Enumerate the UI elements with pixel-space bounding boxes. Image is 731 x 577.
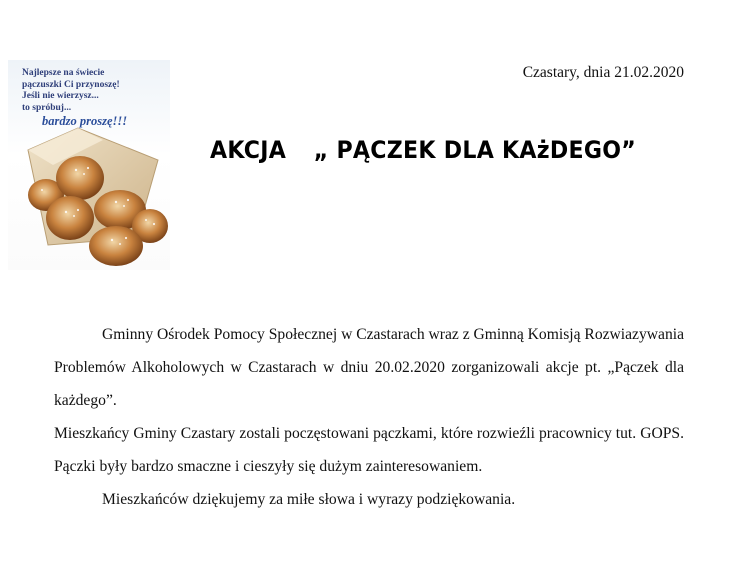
paragraph: Mieszkańców dziękujemy za miłe słowa i wyrazy podziękowania. <box>102 491 516 508</box>
paragraph: Mieszkańcy Gminy Czastary zostali poczęstowani pączkami, które rozwieźli pracownicy tut. GOPS. Pączki były bardzo smaczne i cieszyły się dużym zainteresowaniem. <box>54 425 684 475</box>
title-main: „ PĄCZEK DLA KAżDEGO” <box>313 136 637 164</box>
caption-highlight: bardzo proszę!!! <box>42 114 128 128</box>
donut-bag-art <box>8 120 170 270</box>
document-title <box>210 136 637 164</box>
illustration-caption <box>22 68 170 128</box>
caption-line: Jeśli nie wierzysz... <box>22 91 99 101</box>
caption-line: to spróbuj... <box>22 102 72 113</box>
document-body <box>54 318 684 516</box>
donut-illustration <box>8 60 170 270</box>
donut <box>89 226 143 266</box>
caption-line: Najlepsze na świecie <box>22 68 105 78</box>
donut <box>46 196 94 240</box>
paragraph: Gminny Ośrodek Pomocy Społecznej w Czastarach wraz z Gminną Komisją Rozwiazywania Problemów Alkoholowych w Czastarach w dniu 20.02.2020 zorganizowali akcje pt. „Pączek dla każdego”. <box>54 326 685 409</box>
donut <box>56 156 104 200</box>
document-date: Czastary, dnia 21.02.2020 <box>522 64 684 81</box>
title-prefix: AKCJA <box>210 136 287 164</box>
caption-line: pączuszki Ci przynoszę! <box>22 79 120 90</box>
